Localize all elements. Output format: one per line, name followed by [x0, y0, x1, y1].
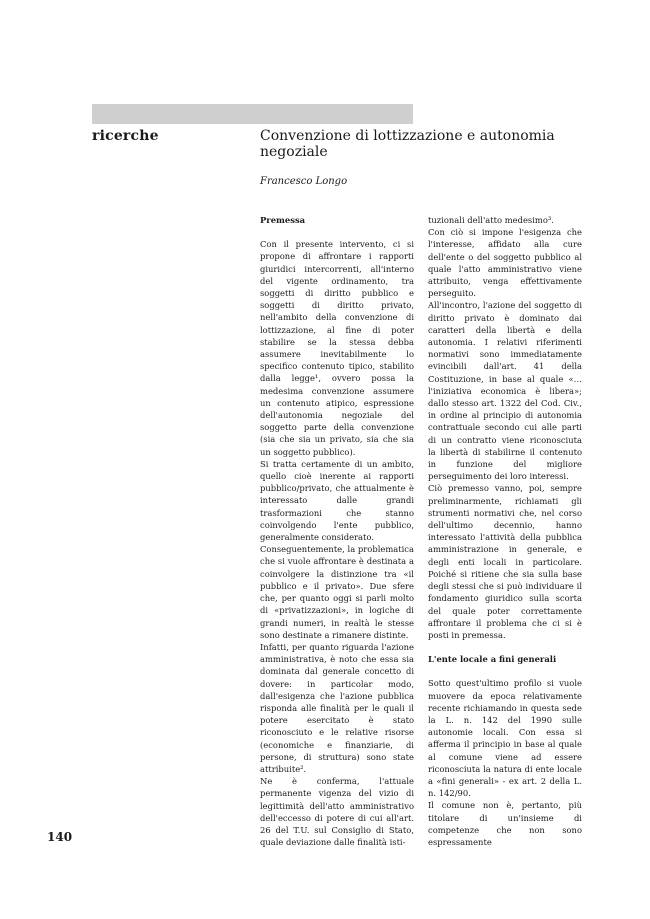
- page-number: 140: [47, 830, 73, 844]
- article-title: Convenzione di lottizzazione e autonomia negoziale: [260, 128, 555, 160]
- author-name: Francesco Longo: [260, 176, 348, 187]
- paragraph: Si tratta certamente di un ambito, quello cioè inerente ai rapporti pubblico/privato, che attualmente è interessato dalle grandi trasformazioni che stanno coinvolgendo l'ente pubblico, generalmente considerato.: [260, 458, 414, 543]
- right-column: [428, 214, 582, 848]
- paragraph: Ciò premesso vanno, poi, sempre preliminarmente, richiamati gli strumenti normativi che, nel corso dell'ultimo decennio, hanno interessato l'attività della pubblica amministrazione in generale, e degli enti locali in particolare. Poiché si ritiene che sia sulla base degli stessi che si può individuare il fondamento giuridico sulla scorta del quale poter correttamente affrontare il problema che ci si è posti in premessa.: [428, 483, 582, 640]
- section-heading: Premessa: [260, 215, 306, 225]
- paragraph: Sotto quest'ultimo profilo si vuole muovere da epoca relativamente recente richiamando in questa sede la L. n. 142 del 1990 sulle autonomie locali. Con essa si afferma il principio in base al quale al comune viene ad essere riconosciuta la natura di ente locale a «fini generali» - ex art. 2 della L. n. 142/90.: [428, 678, 582, 799]
- left-column: [260, 214, 414, 848]
- section-label: ricerche: [92, 128, 159, 144]
- paragraph: Con ciò si impone l'esigenza che l'interesse, affidato alla cure dell'ente o del soggetto pubblico al quale l'atto amministrativo viene attribuito, venga effettivamente perseguito.: [428, 227, 582, 299]
- paragraph: Con il presente intervento, ci si propone di affrontare i rapporti giuridici intercorrenti, all'interno del vigente ordinamento, tra soggetti di diritto pubblico e soggetti di diritto privato, nell'ambito della convenzione di lottizzazione, al fine di poter stabilire se la stessa debba assumere inevitabilmente lo specifico contenuto tipico, stabilito dalla legge¹, ovvero possa la medesima convenzione assumere un contenuto atipico, espressione dell'autonomia negoziale del soggetto parte della convenzione (sia che sia un privato, sia che sia un soggetto pubblico).: [260, 239, 414, 457]
- paragraph: Infatti, per quanto riguarda l'azione amministrativa, è noto che essa sia dominata dal generale concetto di dovere: in particolar modo, dall'esigenza che l'azione pubblica risponda alle finalità per le quali il potere esercitato è stato riconosciuto e le relative risorse (economiche e finanziarie, di persone, di struttura) sono state attribuite².: [260, 641, 414, 774]
- paragraph: Conseguentemente, la problematica che si vuole affrontare è destinata a coinvolgere la distinzione tra «il pubblico e il privato». Due sfere che, per quanto oggi si parli molto di «privatizzazioni», in logiche di grandi numeri, in realtà le stesse sono destinate a rimanere distinte.: [260, 544, 414, 640]
- paragraph: Ne è conferma, l'attuale permanente vigenza del vizio di legittimità dell'atto amministrativo dell'eccesso di potere di cui all'art. 26 del T.U. sul Consiglio di Stato, quale deviazione dalle finalità isti-: [260, 776, 414, 848]
- paragraph: tuzionali dell'atto medesimo³.: [428, 215, 554, 225]
- section-heading: L'ente locale a fini generali: [428, 654, 557, 665]
- header-bar: [92, 104, 413, 124]
- paragraph: All'incontro, l'azione del soggetto di diritto privato è dominato dai caratteri della libertà e della autonomia. I relativi riferimenti normativi sono immediatamente evincibili dall'art. 41 della Costituzione, in base al quale «… l'iniziativa economica è libera»; dallo stesso art. 1322 del Cod. Civ., in ordine al principio di autonomia contrattuale secondo cui alle parti di un contratto viene riconosciuta la libertà di stabilirne il contenuto in funzione del migliore perseguimento dei loro interessi.: [428, 300, 582, 482]
- paragraph: Il comune non è, pertanto, più titolare di un'insieme di competenze che non sono espressamente: [428, 800, 582, 847]
